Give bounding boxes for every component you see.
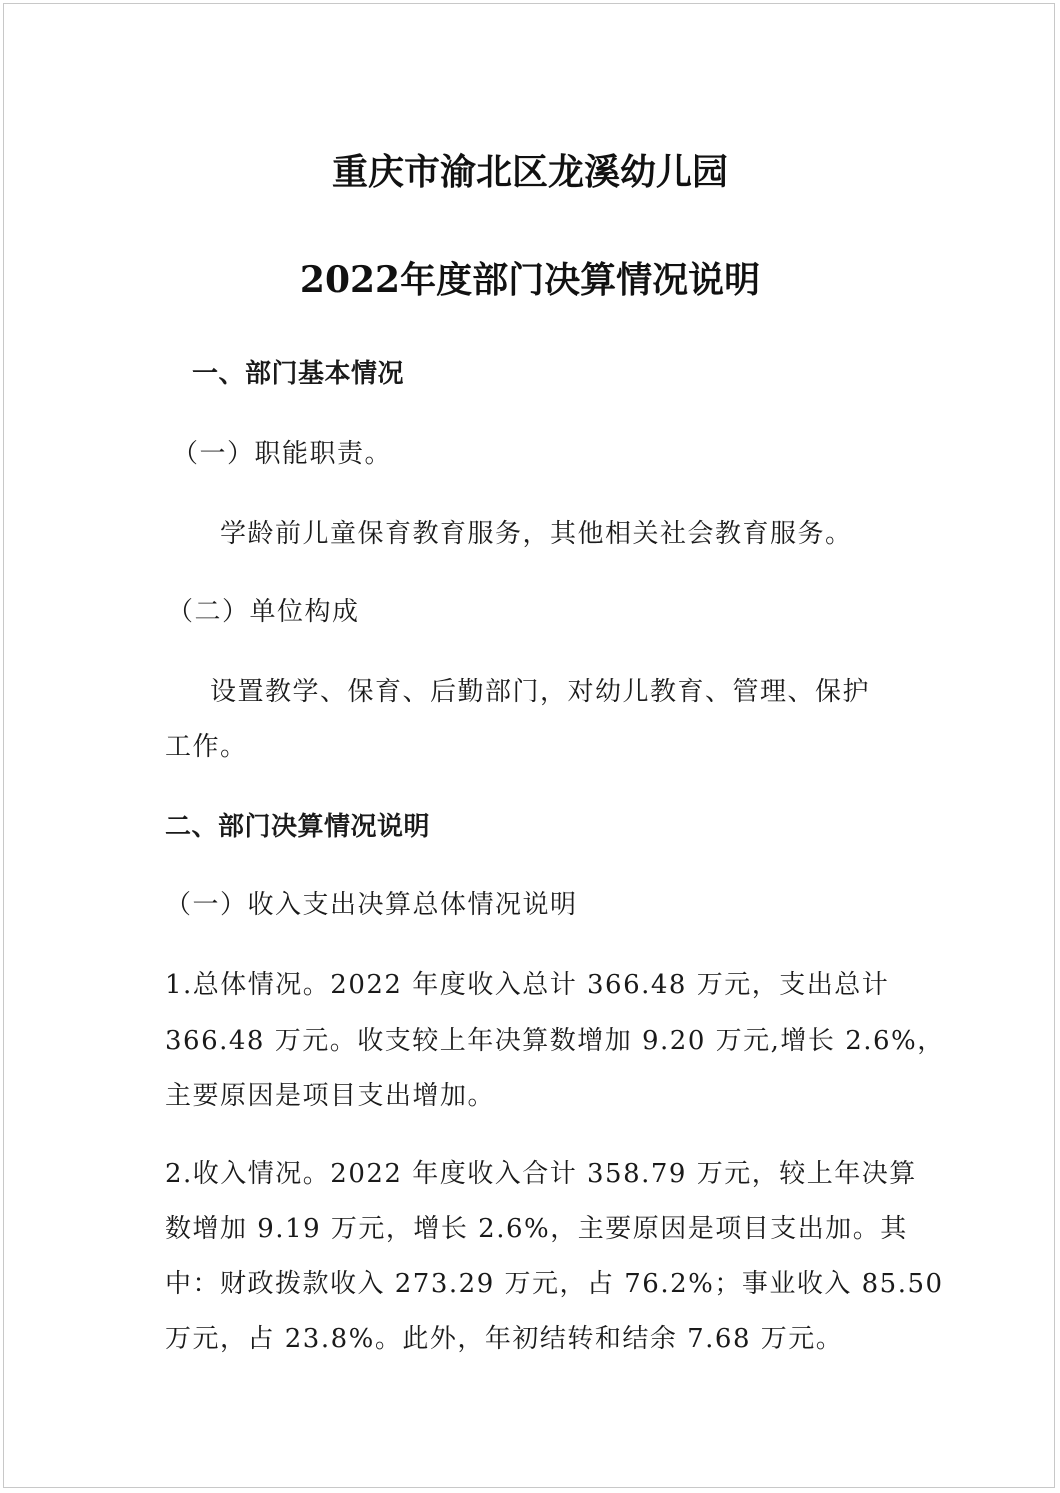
paragraph2-line4: 万元，占 23.8%。此外，年初结转和结余 7.68 万元。 [165, 1324, 844, 1354]
document-title-line2: 2022年度部门决算情况说明 [299, 259, 761, 301]
section1-heading: 一、部门基本情况 [192, 359, 405, 389]
paragraph1-line1: 1.总体情况。2022 年度收入总计 366.48 万元，支出总计 [165, 970, 890, 1000]
paragraph2-line2: 数增加 9.19 万元，增长 2.6%，主要原因是项目支出加。其 [165, 1214, 908, 1244]
section1-sub1-text: 学龄前儿童保育教育服务，其他相关社会教育服务。 [220, 519, 853, 549]
section1-sub2-text-line2: 工作。 [165, 732, 248, 762]
document-title-line1: 重庆市渝北区龙溪幼儿园 [331, 151, 728, 193]
section1-sub2-heading: （二）单位构成 [167, 597, 360, 627]
paragraph2-line3: 中：财政拨款收入 273.29 万元，占 76.2%；事业收入 85.50 [165, 1269, 944, 1299]
paragraph1-line3: 主要原因是项目支出增加。 [165, 1081, 496, 1111]
paragraph1-line2: 366.48 万元。收支较上年决算数增加 9.20 万元,增长 2.6%， [165, 1026, 945, 1056]
document-page [3, 3, 1055, 1488]
section2-heading: 二、部门决算情况说明 [165, 812, 431, 842]
paragraph2-line1: 2.收入情况。2022 年度收入合计 358.79 万元，较上年决算 [165, 1159, 917, 1189]
section1-sub1-heading: （一）职能职责。 [172, 439, 393, 469]
section1-sub2-text-line1: 设置教学、保育、后勤部门，对幼儿教育、管理、保护 [210, 677, 871, 707]
section2-sub1-heading: （一）收入支出决算总体情况说明 [165, 890, 578, 920]
